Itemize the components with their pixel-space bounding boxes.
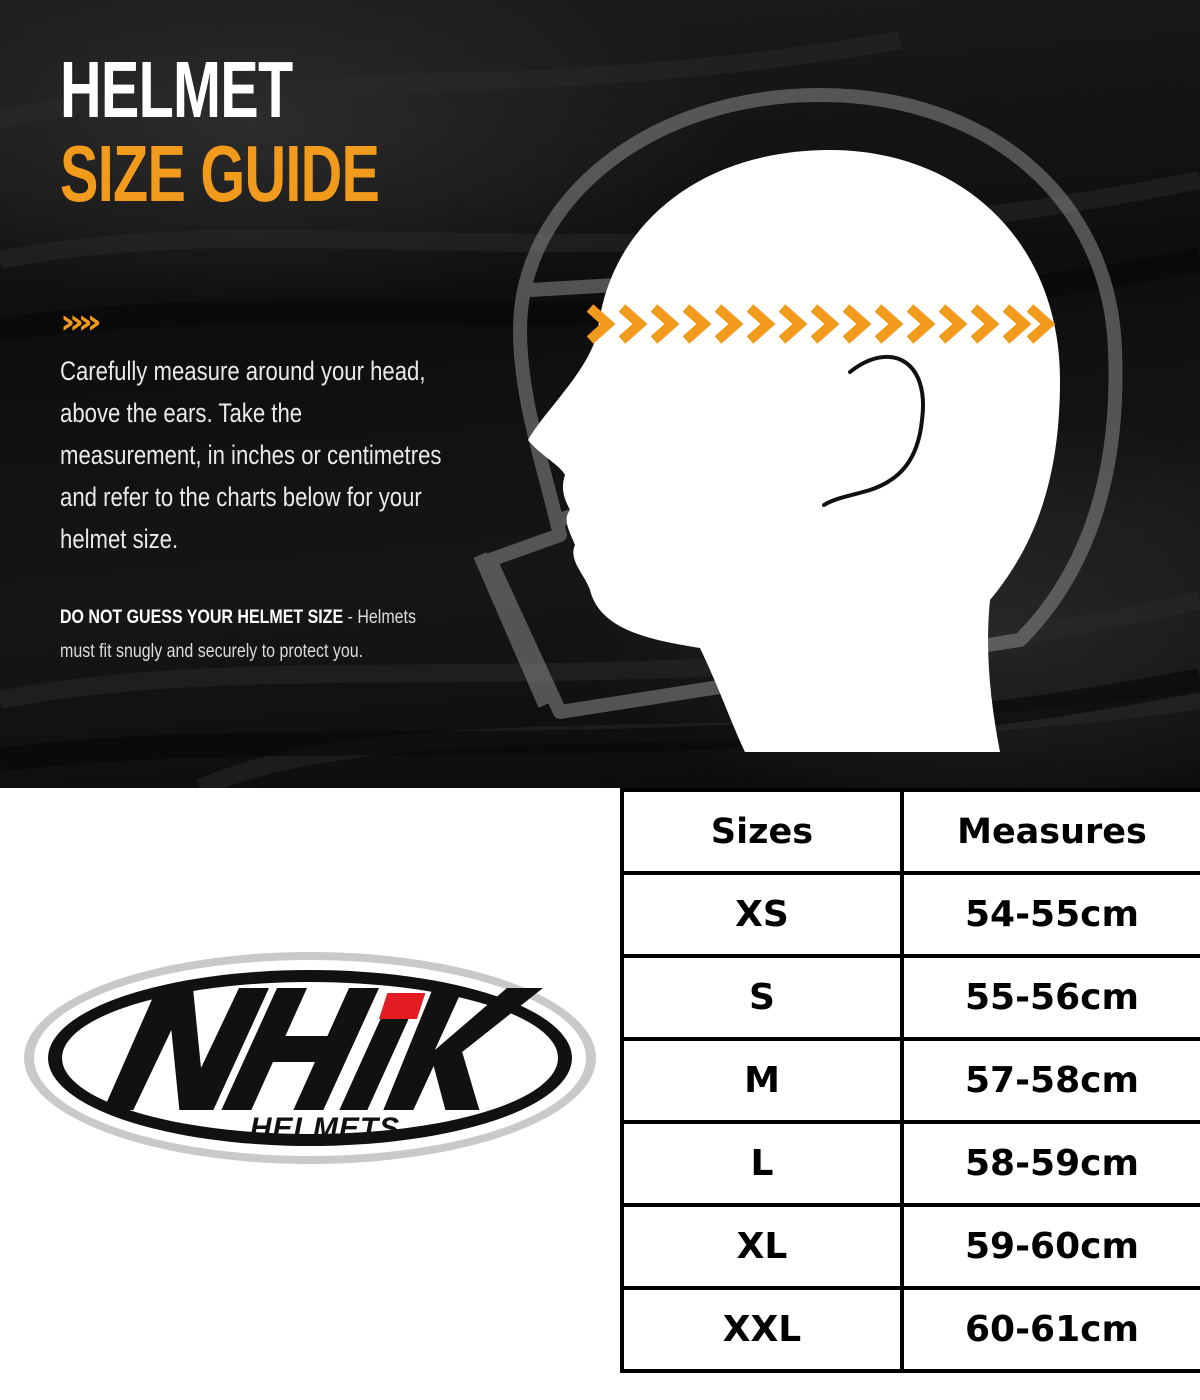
size-cell: L <box>622 1122 902 1205</box>
header-sizes: Sizes <box>622 790 902 873</box>
table-row <box>622 956 1200 1039</box>
size-chart-table <box>620 788 1200 1373</box>
header-measures: Measures <box>902 790 1200 873</box>
size-cell: M <box>622 1039 902 1122</box>
title-line-size-guide: SIZE GUIDE <box>60 129 380 218</box>
chevrons-icon: ›››› <box>60 302 96 342</box>
head-silhouette-icon <box>528 150 1060 752</box>
head-measurement-illustration <box>440 60 1160 788</box>
nhk-helmets-logo <box>20 948 600 1168</box>
brand-panel <box>0 788 620 1400</box>
warning-text: - Helmets must fit snugly and securely to protect you. <box>60 606 416 662</box>
table-row <box>622 1039 1200 1122</box>
title-line-helmet: HELMET <box>60 45 293 134</box>
measure-cell: 54-55cm <box>902 873 1200 956</box>
table-row <box>622 873 1200 956</box>
size-cell: S <box>622 956 902 1039</box>
table-row <box>622 1288 1200 1371</box>
table-header-row <box>622 790 1200 873</box>
warning-bold: DO NOT GUESS YOUR HELMET SIZE <box>60 606 344 628</box>
table-row <box>622 1205 1200 1288</box>
measure-cell: 60-61cm <box>902 1288 1200 1371</box>
measure-cell: 55-56cm <box>902 956 1200 1039</box>
page-title <box>60 45 380 218</box>
logo-subtitle: HELMETS <box>249 1112 401 1145</box>
table-row <box>622 1122 1200 1205</box>
size-cell: XL <box>622 1205 902 1288</box>
measure-cell: 57-58cm <box>902 1039 1200 1122</box>
measure-cell: 58-59cm <box>902 1122 1200 1205</box>
measure-cell: 59-60cm <box>902 1205 1200 1288</box>
measure-instructions: Carefully measure around your head, above the ears. Take the measurement, in inches or centimetres and refer to the charts below for your helmet size. <box>60 356 442 554</box>
size-cell: XXL <box>622 1288 902 1371</box>
size-cell: XS <box>622 873 902 956</box>
warning-note <box>60 600 445 668</box>
